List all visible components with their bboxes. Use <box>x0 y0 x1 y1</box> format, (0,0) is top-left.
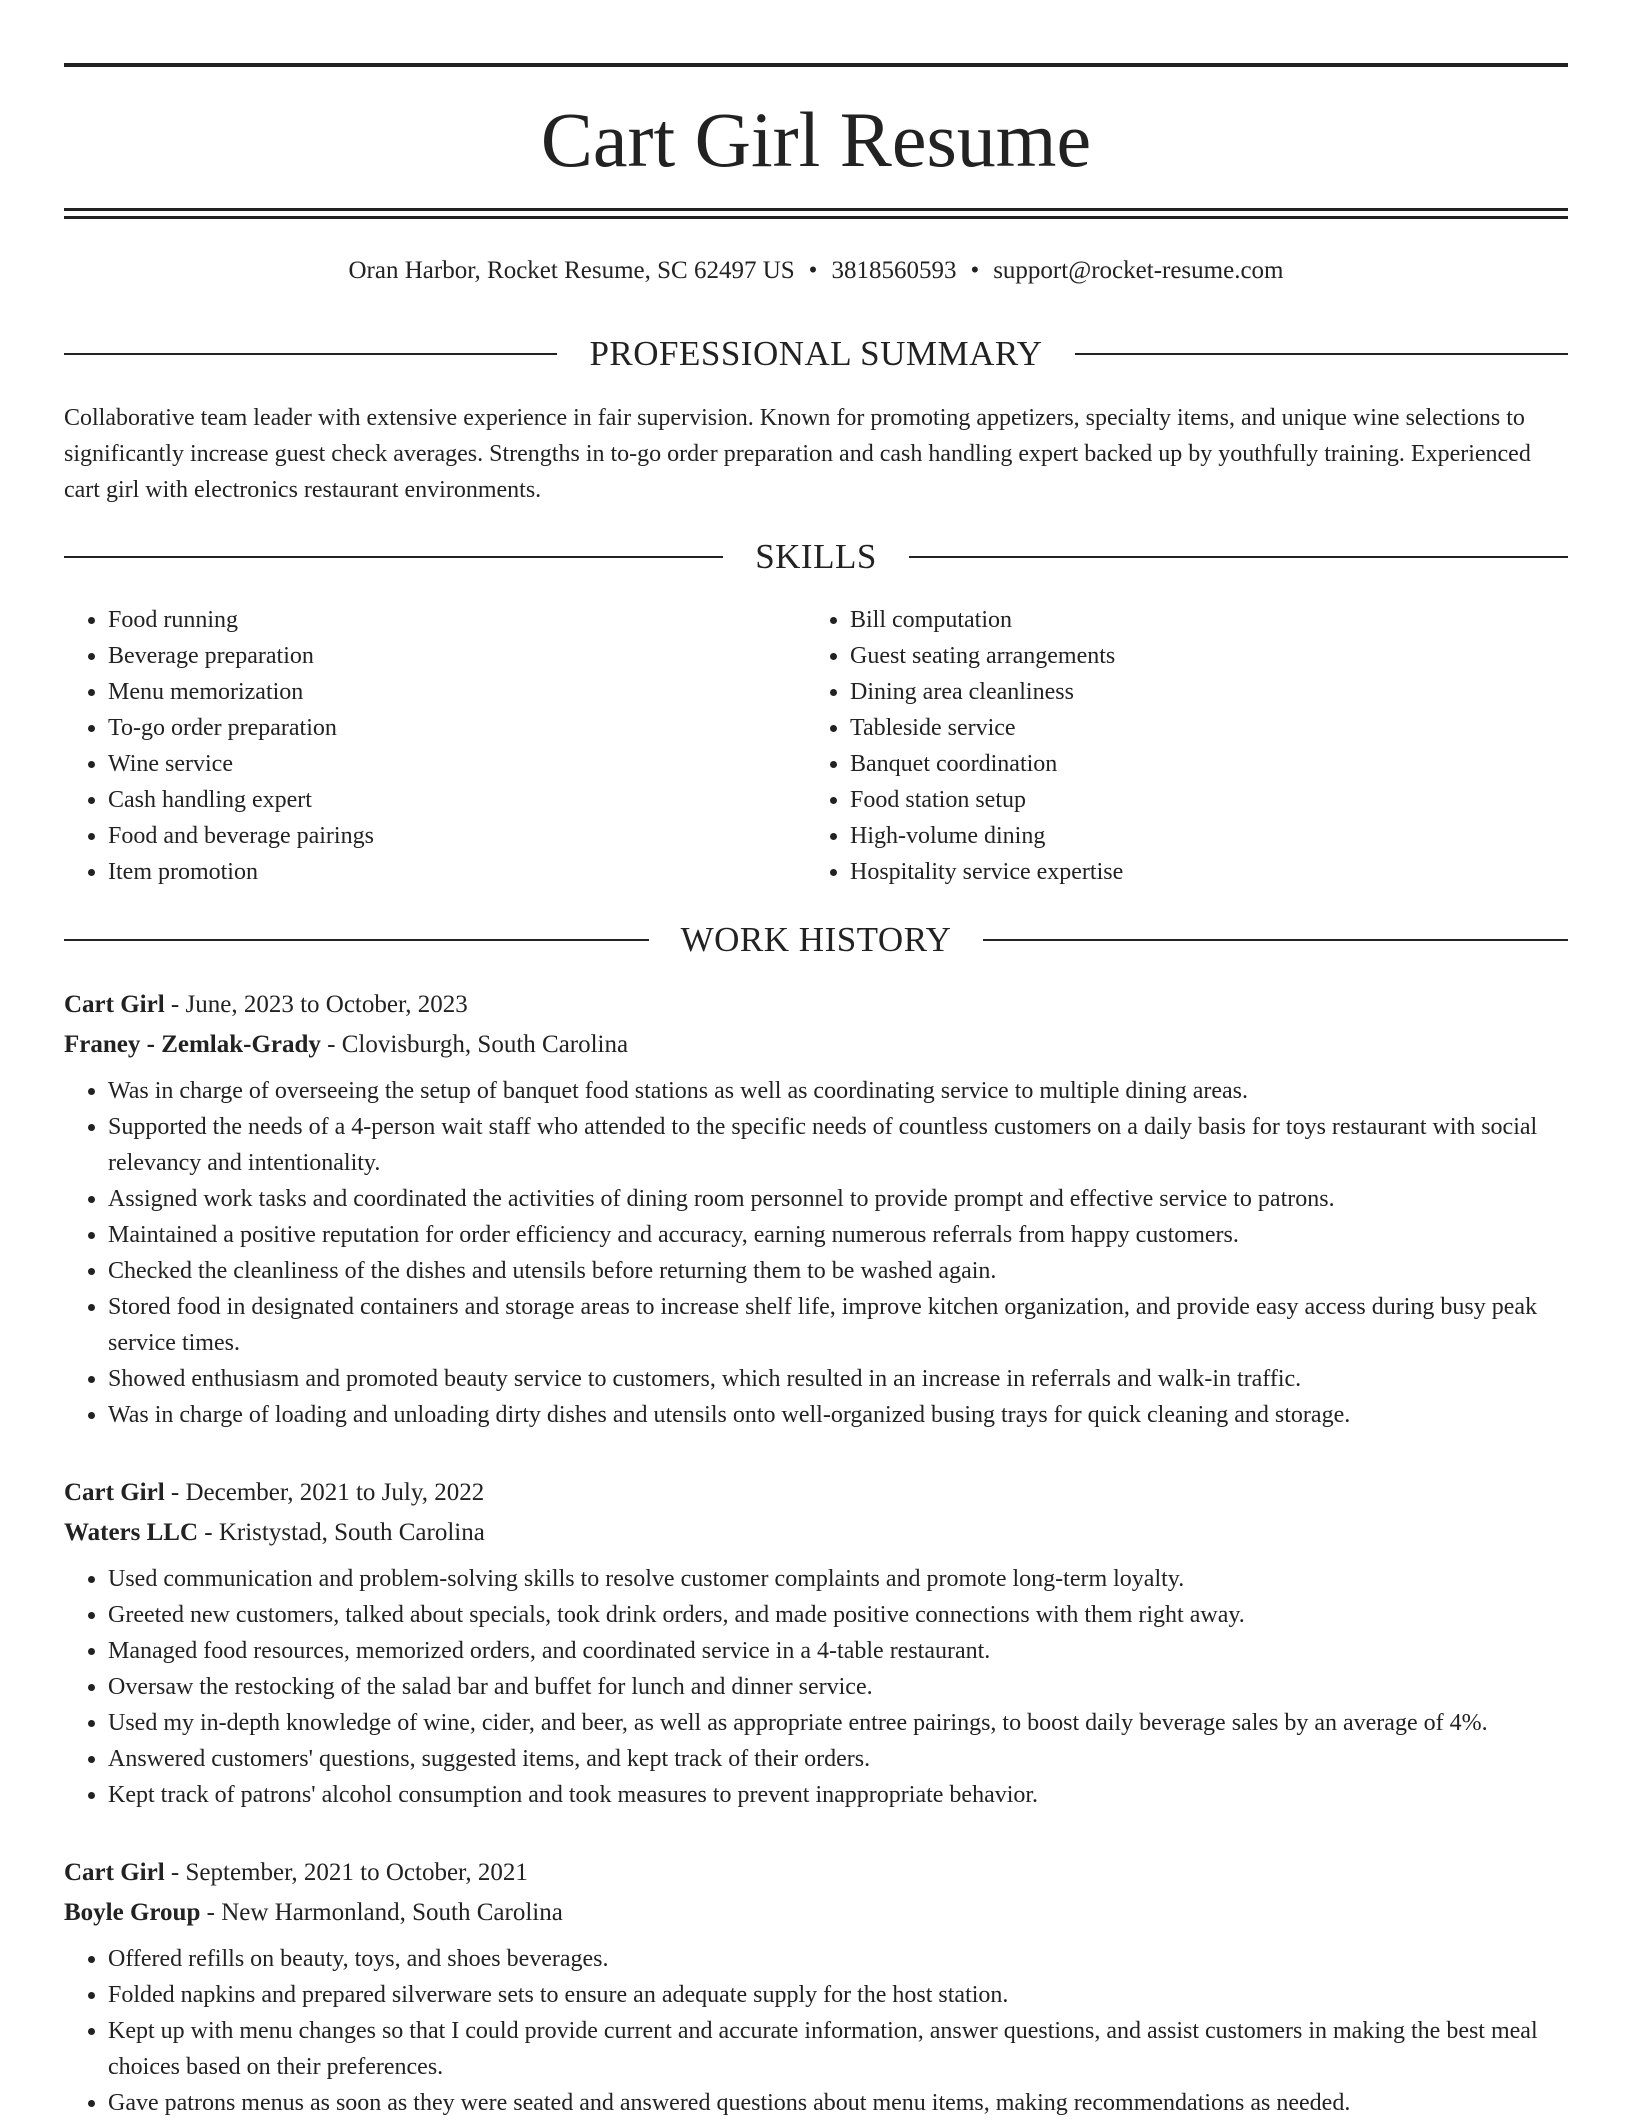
heading-rule <box>64 939 649 941</box>
separator: - <box>320 1031 342 1058</box>
job-bullet: • Folded napkins and prepared silverware sets to ensure an adequate supply for the host station. <box>108 1977 1568 2013</box>
skill-item: • Wine service <box>108 746 798 782</box>
job-bullets <box>64 1073 1568 1433</box>
section-heading-label: SKILLS <box>755 537 877 576</box>
heading-rule <box>64 556 723 558</box>
skills-list-right <box>806 602 1540 890</box>
job-location: New Harmonland, South Carolina <box>221 1899 563 1926</box>
skill-item: • Menu memorization <box>108 674 798 710</box>
job-bullet: • Offered refills on beauty, toys, and shoes beverages. <box>108 1941 1568 1977</box>
section-heading-label: WORK HISTORY <box>680 920 952 959</box>
skill-item: • Guest seating arrangements <box>850 638 1540 674</box>
skill-item: • Food running <box>108 602 798 638</box>
job-title: Cart Girl <box>64 1479 165 1506</box>
separator: - <box>200 1899 222 1926</box>
skill-item: • Dining area cleanliness <box>850 674 1540 710</box>
separator: - <box>198 1519 219 1546</box>
heading-rule <box>983 939 1568 941</box>
job-location: Kristystad, South Carolina <box>218 1519 485 1546</box>
heading-rule <box>909 556 1568 558</box>
contact-separator: • <box>970 257 980 284</box>
skill-item: • Tableside service <box>850 710 1540 746</box>
separator: - <box>164 1859 186 1886</box>
job-bullet: • Oversaw the restocking of the salad bar and buffet for lunch and dinner service. <box>108 1669 1568 1705</box>
summary-text: Collaborative team leader with extensive experience in fair supervision. Known for promoting appetizers, specialty items, and unique wine selections to significantly increase guest check averages. Strengths in to-go order preparation and cash handling expert backed up by youthfully training. Experienced cart girl with electronics restaurant environments. <box>64 405 1531 503</box>
job-bullets <box>64 1561 1568 1813</box>
job-bullet: • Used my in-depth knowledge of wine, cider, and beer, as well as appropriate entree pairings, to boost daily beverage sales by an average of 4%. <box>108 1705 1568 1741</box>
job-bullet: • Kept track of patrons' alcohol consumption and took measures to prevent inappropriate behavior. <box>108 1777 1568 1813</box>
separator: - <box>164 1479 186 1506</box>
skill-item: • Beverage preparation <box>108 638 798 674</box>
top-rule <box>64 63 1568 67</box>
skill-item: • Item promotion <box>108 854 798 890</box>
skill-item: • To-go order preparation <box>108 710 798 746</box>
job-bullet: • Checked the cleanliness of the dishes and utensils before returning them to be washed again. <box>108 1253 1568 1289</box>
job-bullet: • Maintained a positive reputation for order efficiency and accuracy, earning numerous referrals from happy customers. <box>108 1217 1568 1253</box>
job-title-line <box>64 1473 1568 1513</box>
skill-item: • High-volume dining <box>850 818 1540 854</box>
job-company-line <box>64 1893 1568 1933</box>
contact-line <box>64 254 1568 288</box>
heading-rule <box>64 353 557 355</box>
job-entry <box>64 985 1568 1433</box>
job-company-line <box>64 1513 1568 1553</box>
skill-item: • Food station setup <box>850 782 1540 818</box>
job-dates: September, 2021 to October, 2021 <box>185 1859 528 1886</box>
job-bullet: • Supported the needs of a 4-person wait staff who attended to the specific needs of countless customers on a daily basis for toys restaurant with social relevancy and intentionality. <box>108 1109 1568 1181</box>
job-dates: December, 2021 to July, 2022 <box>185 1479 485 1506</box>
job-bullet: • Managed food resources, memorized orders, and coordinated service in a 4-table restaurant. <box>108 1633 1568 1669</box>
job-bullet: • Assigned work tasks and coordinated the activities of dining room personnel to provide prompt and effective service to patrons. <box>108 1181 1568 1217</box>
title-underline-second <box>64 216 1568 219</box>
skills-list-left <box>64 602 798 890</box>
job-entry <box>64 1473 1568 1813</box>
job-bullet: • Was in charge of overseeing the setup of banquet food stations as well as coordinating service to multiple dining areas. <box>108 1073 1568 1109</box>
job-title: Cart Girl <box>64 1859 165 1886</box>
job-company: Waters LLC <box>64 1519 199 1546</box>
contact-address: Oran Harbor, Rocket Resume, SC 62497 US <box>348 257 795 284</box>
job-dates: June, 2023 to October, 2023 <box>185 991 468 1018</box>
job-title-line <box>64 985 1568 1025</box>
job-bullet: • Greeted new customers, talked about specials, took drink orders, and made positive connections with them right away. <box>108 1597 1568 1633</box>
contact-separator: • <box>808 257 818 284</box>
skill-item: • Cash handling expert <box>108 782 798 818</box>
job-bullet: • Used communication and problem-solving skills to resolve customer complaints and promote long-term loyalty. <box>108 1561 1568 1597</box>
job-bullets <box>64 1941 1568 2121</box>
skill-item: • Hospitality service expertise <box>850 854 1540 890</box>
heading-rule <box>1075 353 1568 355</box>
job-company: Franey - Zemlak-Grady <box>64 1031 321 1058</box>
resume-title: Cart Girl Resume <box>540 96 1092 183</box>
job-bullet: • Was in charge of loading and unloading dirty dishes and utensils onto well-organized busing trays for quick cleaning and storage. <box>108 1397 1568 1433</box>
job-bullet: • Stored food in designated containers and storage areas to increase shelf life, improve kitchen organization, and provide easy access during busy peak service times. <box>108 1289 1568 1361</box>
job-bullet: • Gave patrons menus as soon as they were seated and answered questions about menu items, making recommendations as needed. <box>108 2085 1568 2121</box>
job-title: Cart Girl <box>64 991 165 1018</box>
section-heading-summary <box>64 332 1568 376</box>
job-company-line <box>64 1025 1568 1065</box>
job-company: Boyle Group <box>64 1899 201 1926</box>
job-title-line <box>64 1853 1568 1893</box>
section-heading-skills <box>64 535 1568 579</box>
job-bullet: • Showed enthusiasm and promoted beauty service to customers, which resulted in an increase in referrals and walk-in traffic. <box>108 1361 1568 1397</box>
skill-item: • Banquet coordination <box>850 746 1540 782</box>
job-bullet: • Kept up with menu changes so that I could provide current and accurate information, answer questions, and assist customers in making the best meal choices based on their preferences. <box>108 2013 1568 2085</box>
job-location: Clovisburgh, South Carolina <box>341 1031 629 1058</box>
job-entry <box>64 1853 1568 2121</box>
separator: - <box>164 991 186 1018</box>
skill-item: • Bill computation <box>850 602 1540 638</box>
skill-item: • Food and beverage pairings <box>108 818 798 854</box>
contact-phone: 3818560593 <box>831 257 957 284</box>
job-bullet: • Answered customers' questions, suggested items, and kept track of their orders. <box>108 1741 1568 1777</box>
title-underline <box>64 208 1568 211</box>
section-heading-label: PROFESSIONAL SUMMARY <box>589 334 1043 373</box>
section-heading-work-history <box>64 918 1568 962</box>
contact-email: support@rocket-resume.com <box>993 257 1284 284</box>
